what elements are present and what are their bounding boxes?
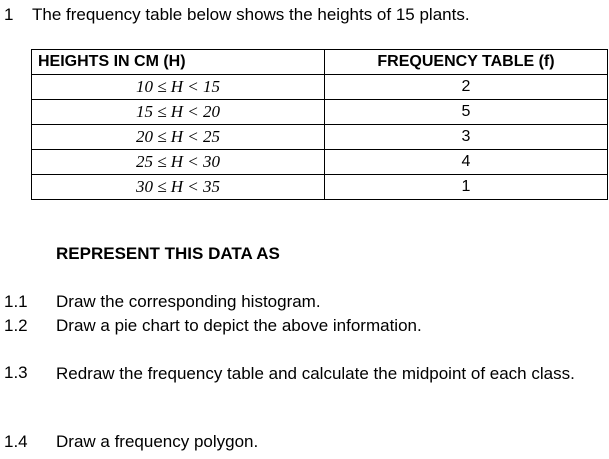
list-item [4, 292, 604, 314]
list-item [4, 432, 604, 454]
item-number: 1.4 [4, 432, 28, 451]
item-text: Draw a frequency polygon. [56, 432, 259, 451]
question-number: 1 [4, 5, 14, 24]
question-text: The frequency table below shows the heights of 15 plants. [32, 5, 470, 24]
height-range-cell: 10 ≤ H < 15 [32, 75, 325, 100]
table-header-row [32, 50, 608, 75]
frequency-table [31, 49, 608, 200]
height-range-cell: 15 ≤ H < 20 [32, 100, 325, 125]
height-range-cell: 25 ≤ H < 30 [32, 150, 325, 175]
frequency-cell: 2 [325, 75, 608, 100]
frequency-cell: 4 [325, 150, 608, 175]
item-number: 1.3 [4, 363, 28, 382]
height-range-cell: 30 ≤ H < 35 [32, 175, 325, 200]
frequency-cell: 5 [325, 100, 608, 125]
table-row [32, 100, 608, 125]
height-range-cell: 20 ≤ H < 25 [32, 125, 325, 150]
question-1 [4, 5, 470, 25]
table-row [32, 75, 608, 100]
item-text: Draw a pie chart to depict the above information. [56, 316, 422, 335]
item-text: Draw the corresponding histogram. [56, 292, 321, 311]
header-frequency: FREQUENCY TABLE (f) [325, 50, 608, 75]
table-row [32, 150, 608, 175]
frequency-cell: 1 [325, 175, 608, 200]
item-number: 1.1 [4, 292, 28, 311]
table-row [32, 125, 608, 150]
represent-heading: REPRESENT THIS DATA AS [56, 244, 280, 263]
item-text: Redraw the frequency table and calculate the midpoint of each class. [56, 364, 575, 383]
header-heights: HEIGHTS IN CM (H) [32, 50, 325, 75]
table-row [32, 175, 608, 200]
frequency-cell: 3 [325, 125, 608, 150]
item-number: 1.2 [4, 316, 28, 335]
list-item [4, 363, 609, 409]
list-item [4, 316, 604, 338]
